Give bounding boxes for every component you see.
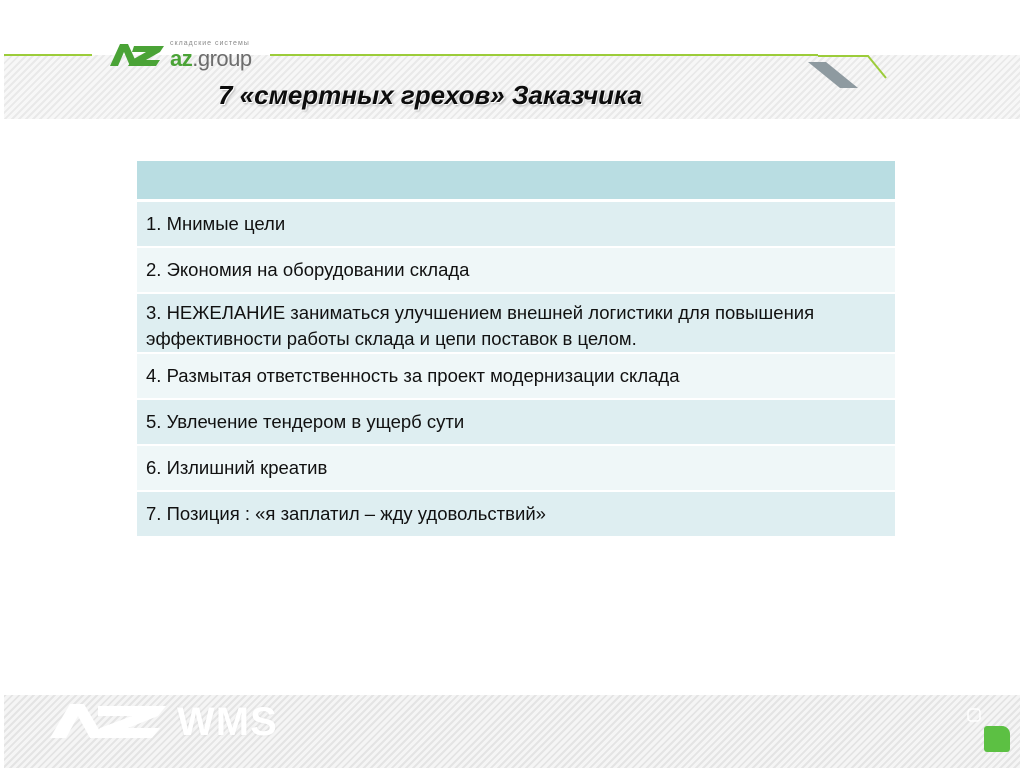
corner-green-square <box>984 726 1010 752</box>
table-row: 2. Экономия на оборудовании склада <box>137 248 895 294</box>
logo-wordmark <box>170 48 252 70</box>
table-row: 4. Размытая ответственность за проект модернизации склада <box>137 354 895 400</box>
table-row: 3. НЕЖЕЛАНИЕ заниматься улучшением внешней логистики для повышения эффективности работы склада и цепи поставок в целом. <box>137 294 895 354</box>
table-row: 6. Излишний креатив <box>137 446 895 492</box>
table-row: 7. Позиция : «я заплатил – жду удовольствий» <box>137 492 895 538</box>
table-row: 5. Увлечение тендером в ущерб сути <box>137 400 895 446</box>
table-row: 1. Мнимые цели <box>137 202 895 248</box>
header-chevron-decoration <box>800 48 890 88</box>
footer-product-label: WMS <box>177 700 278 744</box>
header-rule-left <box>4 54 92 56</box>
az-group-logo <box>108 40 258 70</box>
sins-table <box>137 161 895 538</box>
logo-tagline: складские системы <box>170 40 250 47</box>
az-logo-icon <box>108 40 166 68</box>
slide-title: 7 «смертных грехов» Заказчика <box>218 80 642 110</box>
logo-brand-secondary: .group <box>192 46 252 71</box>
table-header <box>137 161 895 202</box>
header-rule-right <box>270 54 818 56</box>
logo-brand-primary: az <box>170 46 193 71</box>
az-watermark-icon <box>48 700 172 740</box>
corner-frame-icon <box>966 707 982 723</box>
